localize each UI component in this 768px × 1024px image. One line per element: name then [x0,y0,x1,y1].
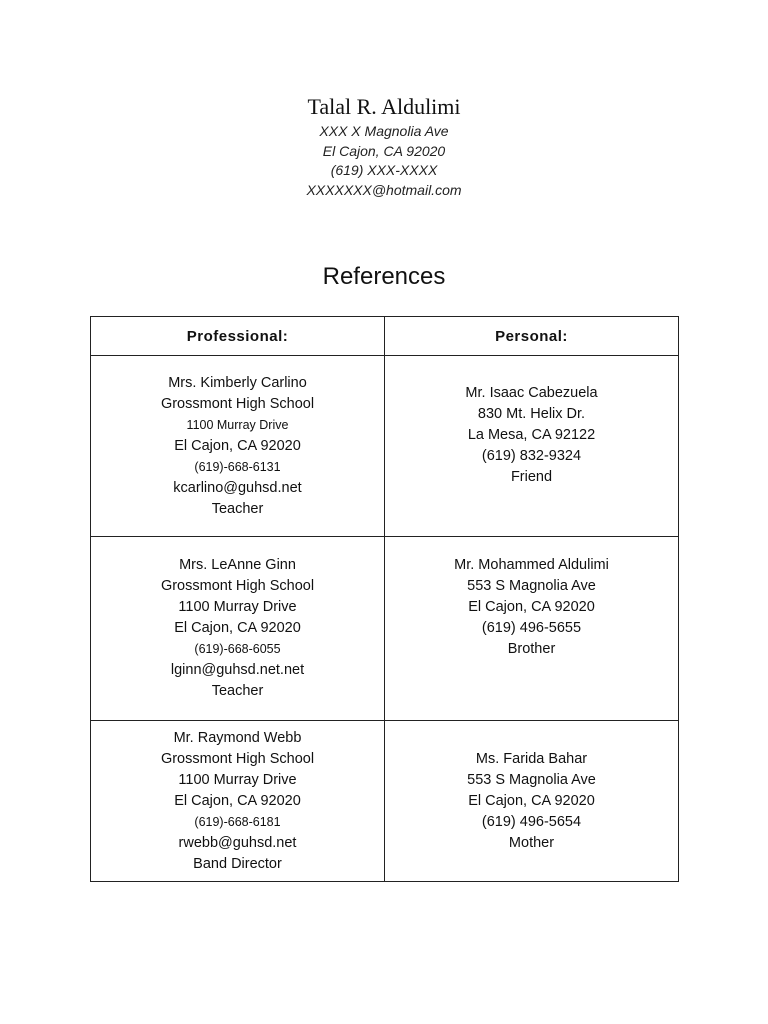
reference-relationship: Friend [510,469,553,485]
reference-organization: Grossmont High School [160,578,315,594]
reference-relationship: Band Director [193,855,282,872]
reference-email: kcarlino@guhsd.net [173,479,302,496]
reference-street: 553 S Magnolia Ave [467,771,596,788]
reference-email: rwebb@guhsd.net [178,834,297,851]
reference-relationship: Mother [508,834,555,851]
references-table [90,316,679,882]
reference-street: 1100 Murray Drive [178,771,297,788]
reference-street: 553 S Magnolia Ave [467,578,596,594]
reference-phone: (619) 832-9324 [481,448,582,464]
references-title: References [322,263,446,290]
reference-phone: (619) 496-5654 [481,813,582,830]
reference-relationship: Teacher [211,500,264,517]
email-address: XXXXXXX@hotmail.com [306,181,462,198]
personal-column-header: Personal: [385,317,679,356]
reference-street: 1100 Murray Drive [178,599,297,615]
reference-email: lginn@guhsd.net.net [170,662,305,678]
professional-column-header: Professional: [91,317,385,356]
personal-reference-cell [385,356,679,537]
reference-city: El Cajon, CA 92020 [174,792,301,809]
reference-street: 1100 Murray Drive [186,417,289,432]
applicant-name: Talal R. Aldulimi [307,94,461,119]
address-line-1: XXX X Magnolia Ave [319,123,449,139]
reference-phone: (619)-668-6181 [194,814,281,829]
reference-city: El Cajon, CA 92020 [468,599,595,615]
reference-name: Mr. Mohammed Aldulimi [454,557,609,573]
table-header-row [91,317,679,356]
professional-reference-cell [91,721,385,882]
reference-organization: Grossmont High School [160,395,315,412]
phone-number: (619) XXX-XXXX [330,162,438,178]
professional-reference-cell [91,356,385,537]
reference-city: El Cajon, CA 92020 [174,620,301,636]
reference-city: El Cajon, CA 92020 [468,792,595,809]
resume-header [0,92,768,200]
reference-name: Mr. Isaac Cabezuela [465,385,598,401]
table-row [91,537,679,721]
reference-city: La Mesa, CA 92122 [467,427,596,443]
table-row [91,721,679,882]
reference-relationship: Brother [507,641,556,657]
professional-reference-cell [91,537,385,721]
reference-phone: (619) 496-5655 [481,620,582,636]
reference-organization: Grossmont High School [160,750,315,767]
reference-relationship: Teacher [211,683,264,699]
address-line-2: El Cajon, CA 92020 [322,142,446,159]
reference-street: 830 Mt. Helix Dr. [477,406,586,422]
reference-name: Mrs. LeAnne Ginn [179,557,296,573]
personal-reference-cell [385,537,679,721]
table-row [91,356,679,537]
reference-city: El Cajon, CA 92020 [174,437,301,454]
reference-name: Mrs. Kimberly Carlino [168,374,307,391]
reference-name: Ms. Farida Bahar [475,750,588,767]
reference-phone: (619)-668-6131 [194,459,281,474]
reference-name: Mr. Raymond Webb [173,729,302,746]
reference-phone: (619)-668-6055 [194,642,281,656]
personal-reference-cell [385,721,679,882]
